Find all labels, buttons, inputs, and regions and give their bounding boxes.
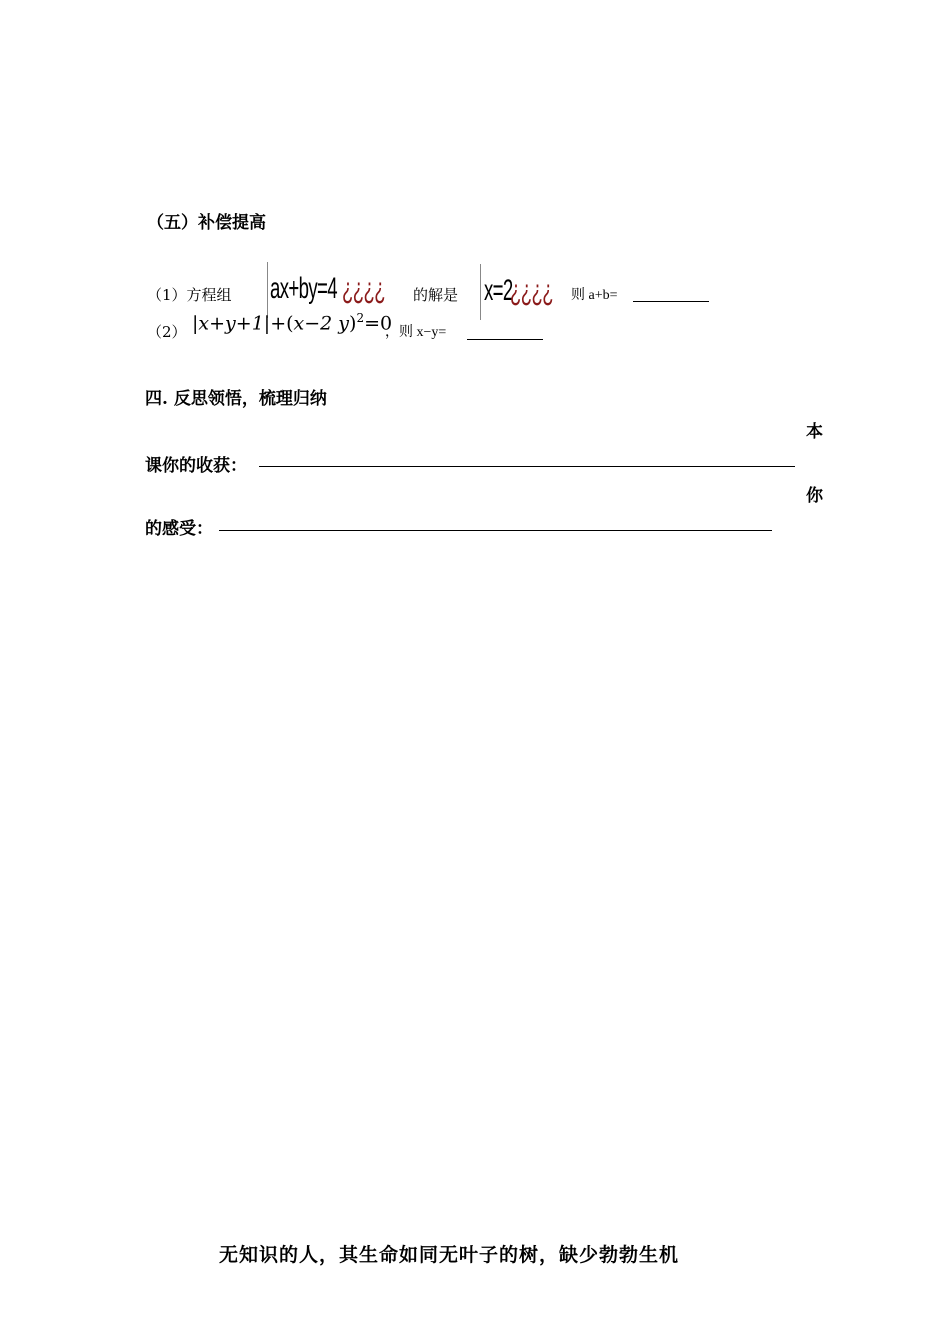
reflect-feelings-label: 的感受： <box>145 519 213 539</box>
system-junk-glyphs: ¿¿¿¿ <box>342 272 385 305</box>
abs-close-plus: |+( <box>263 312 294 335</box>
system-junk-wrap <box>342 272 411 306</box>
abs-open-bar: | <box>192 312 199 335</box>
solution-equation: x=2 <box>484 274 513 307</box>
section-title-5: （五）补偿提高 <box>147 213 266 233</box>
reflect-gains-label: 课你的收获： <box>145 456 247 476</box>
square-close: ) <box>349 312 357 335</box>
system-brace <box>267 262 268 318</box>
reflect-line-1-tail: 本 <box>806 422 823 442</box>
problem-2-answer-blank[interactable] <box>467 339 543 340</box>
problem-2-equation <box>192 311 392 334</box>
reflect-feelings-blank[interactable] <box>219 530 772 531</box>
section-title-4: 四. 反思领悟，梳理归纳 <box>145 389 327 409</box>
problem-1-ask-text: 则 a+b= <box>571 288 618 303</box>
problem-2-label: （2） <box>147 323 187 341</box>
footer-motto: 无知识的人，其生命如同无叶子的树，缺少勃勃生机 <box>219 1244 680 1266</box>
equals-zero: =0 <box>364 312 393 335</box>
problem-1-ask <box>571 284 618 304</box>
square-inner: x−2 y <box>293 312 350 335</box>
problem-2-ask-text: ，则 x−y= <box>385 325 447 340</box>
problem-1-answer-blank[interactable] <box>633 301 709 302</box>
problem-2-ask <box>385 321 446 341</box>
abs-inner: x+y+1 <box>198 312 264 335</box>
system-equation: ax+by=4 <box>270 272 338 305</box>
square-exponent: 2 <box>356 311 365 325</box>
reflect-gains-blank[interactable] <box>259 466 795 467</box>
solution-brace <box>480 264 481 320</box>
solution-junk-wrap <box>510 274 579 308</box>
problem-1-label: （1）方程组 <box>147 286 232 304</box>
solution-junk-glyphs: ¿¿¿¿ <box>510 274 553 307</box>
reflect-line-2-tail: 你 <box>806 486 823 506</box>
problem-1-middle: 的解是 <box>413 286 459 304</box>
